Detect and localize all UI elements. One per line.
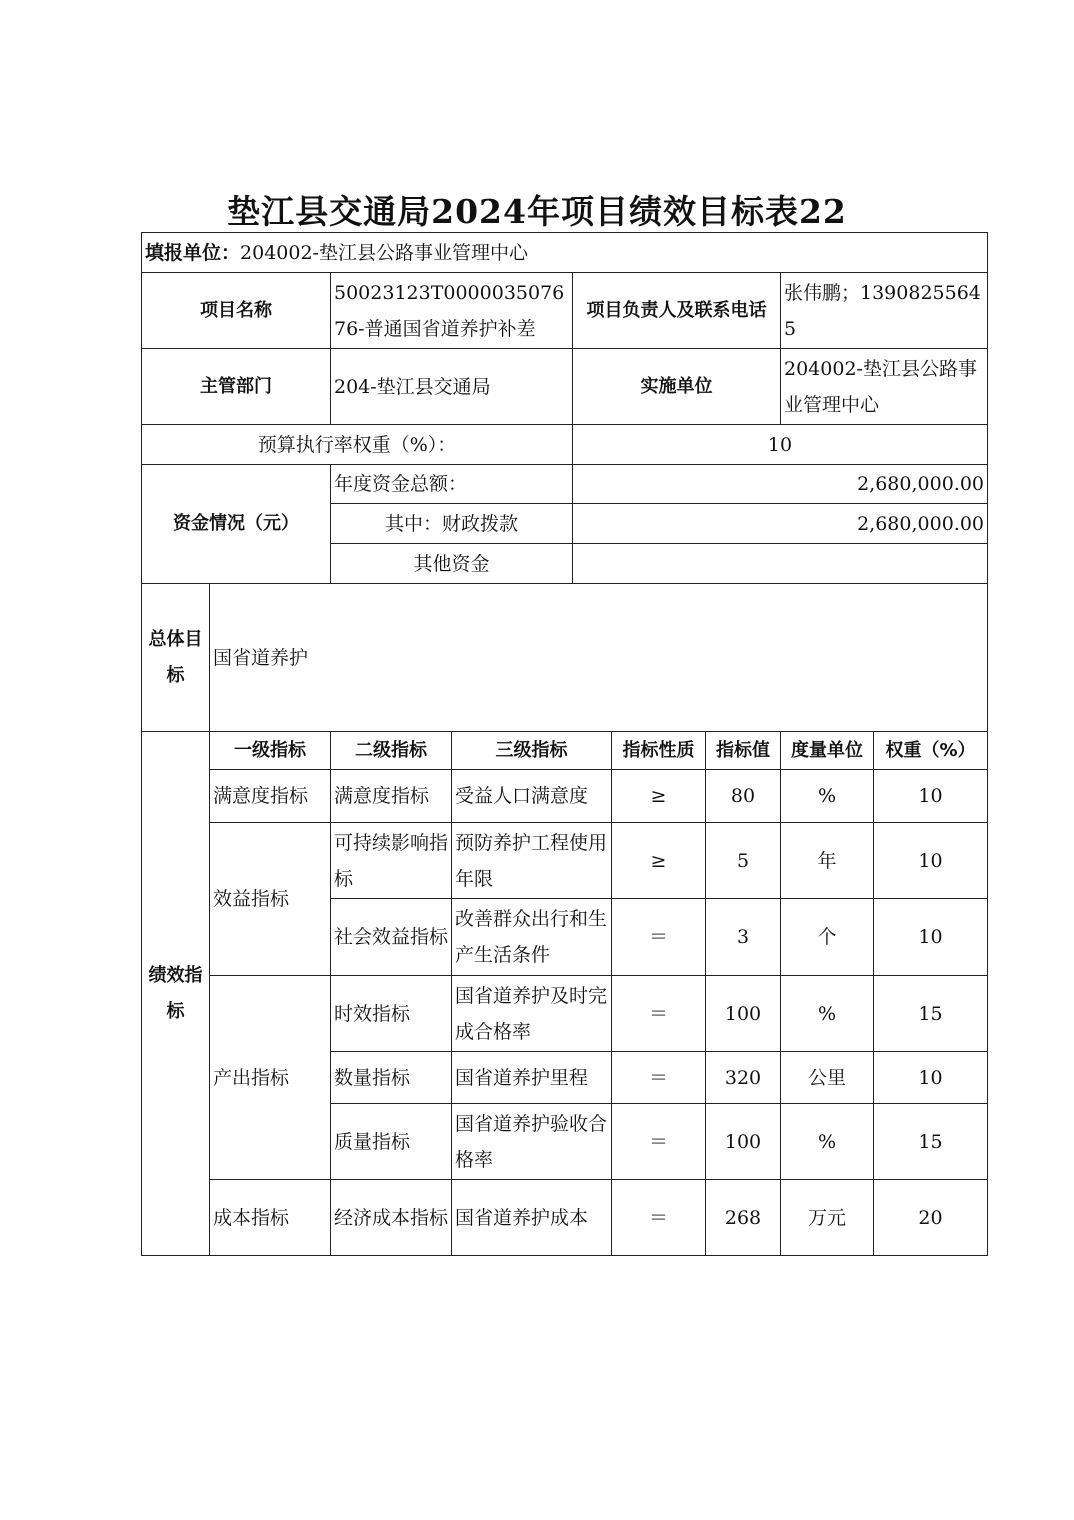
table-row — [142, 823, 988, 899]
indicator-value: 268 — [706, 1180, 781, 1256]
header-unit: 度量单位 — [781, 732, 874, 770]
indicator-level1: 效益指标 — [210, 823, 331, 976]
indicator-level3: 国省道养护验收合格率 — [452, 1104, 612, 1180]
indicator-level2: 可持续影响指标 — [331, 823, 452, 899]
filler-row — [142, 233, 988, 273]
filler-label: 填报单位： — [145, 241, 241, 264]
funds-label: 资金情况（元） — [142, 465, 331, 584]
header-level2: 二级指标 — [331, 732, 452, 770]
indicator-weight: 15 — [874, 976, 988, 1052]
project-leader-value: 张伟鹏；13908255645 — [781, 273, 988, 349]
indicator-level2: 满意度指标 — [331, 770, 452, 823]
indicators-section-label: 绩效指标 — [142, 732, 210, 1256]
budget-rate-label: 预算执行率权重（%）： — [142, 425, 573, 465]
impl-unit-value: 204002-垫江县公路事业管理中心 — [781, 349, 988, 425]
filler-value: 204002-垫江县公路事业管理中心 — [240, 241, 528, 264]
indicator-nature: ＝ — [612, 976, 706, 1052]
dept-value: 204-垫江县交通局 — [331, 349, 573, 425]
header-nature: 指标性质 — [612, 732, 706, 770]
indicator-level3: 国省道养护成本 — [452, 1180, 612, 1256]
indicator-nature: ＝ — [612, 899, 706, 976]
indicator-level1: 产出指标 — [210, 976, 331, 1180]
funds-other-label: 其他资金 — [331, 544, 573, 584]
indicator-value: 80 — [706, 770, 781, 823]
indicator-level3: 国省道养护及时完成合格率 — [452, 976, 612, 1052]
funds-total-label: 年度资金总额： — [331, 465, 573, 504]
budget-rate-value: 10 — [573, 425, 988, 465]
performance-target-table — [141, 232, 988, 1256]
table-row — [142, 1180, 988, 1256]
header-weight: 权重（%） — [874, 732, 988, 770]
indicator-level1: 满意度指标 — [210, 770, 331, 823]
project-name-label: 项目名称 — [142, 273, 331, 349]
indicator-nature: ≥ — [612, 770, 706, 823]
indicator-unit: % — [781, 976, 874, 1052]
goal-value: 国省道养护 — [210, 584, 988, 732]
indicator-unit: 万元 — [781, 1180, 874, 1256]
impl-unit-label: 实施单位 — [573, 349, 781, 425]
project-leader-label: 项目负责人及联系电话 — [573, 273, 781, 349]
indicator-weight: 10 — [874, 899, 988, 976]
table-row — [142, 770, 988, 823]
indicator-level3: 预防养护工程使用年限 — [452, 823, 612, 899]
project-name-value: 50023123T000003507676-普通国省道养护补差 — [331, 273, 573, 349]
page-title: 垫江县交通局2024年项目绩效目标表22 — [227, 192, 847, 231]
indicator-value: 5 — [706, 823, 781, 899]
table-row — [142, 976, 988, 1052]
funds-other-value — [573, 544, 988, 584]
indicator-weight: 10 — [874, 823, 988, 899]
indicator-level3: 国省道养护里程 — [452, 1052, 612, 1104]
indicator-level2: 经济成本指标 — [331, 1180, 452, 1256]
header-value: 指标值 — [706, 732, 781, 770]
indicator-unit: 个 — [781, 899, 874, 976]
indicator-weight: 10 — [874, 770, 988, 823]
indicator-nature: ＝ — [612, 1052, 706, 1104]
header-level3: 三级指标 — [452, 732, 612, 770]
indicator-nature: ＝ — [612, 1180, 706, 1256]
indicator-level3: 受益人口满意度 — [452, 770, 612, 823]
indicator-unit: 公里 — [781, 1052, 874, 1104]
indicator-weight: 10 — [874, 1052, 988, 1104]
funds-fiscal-value: 2,680,000.00 — [573, 504, 988, 544]
dept-label: 主管部门 — [142, 349, 331, 425]
indicator-value: 3 — [706, 899, 781, 976]
indicator-unit: 年 — [781, 823, 874, 899]
indicator-unit: % — [781, 770, 874, 823]
indicator-level2: 时效指标 — [331, 976, 452, 1052]
indicator-value: 100 — [706, 1104, 781, 1180]
indicator-level2: 社会效益指标 — [331, 899, 452, 976]
funds-total-value: 2,680,000.00 — [573, 465, 988, 504]
indicator-level2: 质量指标 — [331, 1104, 452, 1180]
indicator-value: 100 — [706, 976, 781, 1052]
indicator-level3: 改善群众出行和生产生活条件 — [452, 899, 612, 976]
indicator-weight: 20 — [874, 1180, 988, 1256]
indicator-unit: % — [781, 1104, 874, 1180]
indicator-level2: 数量指标 — [331, 1052, 452, 1104]
header-level1: 一级指标 — [210, 732, 331, 770]
funds-fiscal-label: 其中：财政拨款 — [331, 504, 573, 544]
indicator-nature: ＝ — [612, 1104, 706, 1180]
indicator-nature: ≥ — [612, 823, 706, 899]
indicator-level1: 成本指标 — [210, 1180, 331, 1256]
indicator-weight: 15 — [874, 1104, 988, 1180]
goal-label: 总体目标 — [142, 584, 210, 732]
indicator-value: 320 — [706, 1052, 781, 1104]
